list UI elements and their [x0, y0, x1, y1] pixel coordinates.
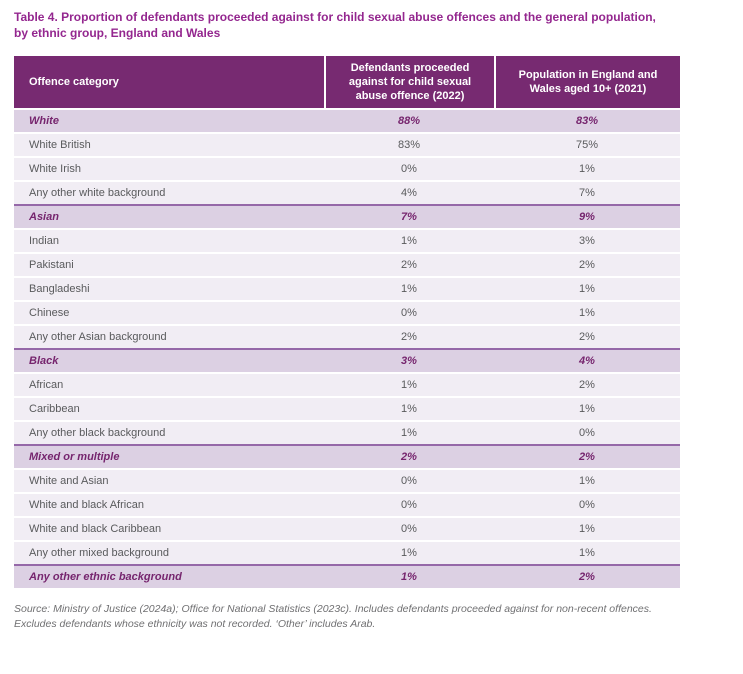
defendants-value-cell: 7% — [324, 206, 494, 228]
population-value-cell: 4% — [494, 350, 680, 372]
table-row — [14, 134, 680, 156]
offence-category-cell: Any other ethnic background — [14, 566, 324, 588]
offence-category-cell: Indian — [14, 230, 324, 252]
table-header-row — [14, 56, 680, 108]
population-value-cell: 0% — [494, 422, 680, 444]
defendants-value-cell: 0% — [324, 158, 494, 180]
population-value-cell: 2% — [494, 326, 680, 348]
table-row — [14, 422, 680, 444]
source-note — [14, 602, 729, 632]
offence-category-cell: African — [14, 374, 324, 396]
offence-category-cell: Any other Asian background — [14, 326, 324, 348]
table-row — [14, 542, 680, 564]
population-value-cell: 7% — [494, 182, 680, 204]
population-value-cell: 1% — [494, 542, 680, 564]
defendants-value-cell: 3% — [324, 350, 494, 372]
offence-category-cell: Chinese — [14, 302, 324, 324]
table-title — [14, 9, 729, 41]
population-value-cell: 1% — [494, 278, 680, 300]
column-header-population: Population in England and Wales aged 10+ (2021) — [494, 56, 680, 108]
defendants-value-cell: 0% — [324, 494, 494, 516]
defendants-value-cell: 88% — [324, 110, 494, 132]
population-value-cell: 1% — [494, 398, 680, 420]
population-value-cell: 2% — [494, 566, 680, 588]
defendants-value-cell: 0% — [324, 470, 494, 492]
offence-category-cell: White British — [14, 134, 324, 156]
offence-category-cell: Bangladeshi — [14, 278, 324, 300]
defendants-value-cell: 1% — [324, 542, 494, 564]
table-group-row — [14, 350, 680, 372]
defendants-value-cell: 83% — [324, 134, 494, 156]
offence-category-cell: White and black Caribbean — [14, 518, 324, 540]
table-title-line2: by ethnic group, England and Wales — [14, 26, 221, 40]
offence-category-cell: White — [14, 110, 324, 132]
offence-category-cell: White and Asian — [14, 470, 324, 492]
population-value-cell: 83% — [494, 110, 680, 132]
table-group-row — [14, 446, 680, 468]
offence-category-cell: Black — [14, 350, 324, 372]
population-value-cell: 0% — [494, 494, 680, 516]
table-row — [14, 470, 680, 492]
defendants-value-cell: 1% — [324, 374, 494, 396]
offence-category-cell: Any other white background — [14, 182, 324, 204]
defendants-value-cell: 0% — [324, 518, 494, 540]
defendants-value-cell: 0% — [324, 302, 494, 324]
source-note-line1: Source: Ministry of Justice (2024a); Office for National Statistics (2023c). Includes defendants proceeded against for non-recent offences. — [14, 603, 652, 615]
table-header — [14, 56, 680, 108]
population-value-cell: 2% — [494, 374, 680, 396]
table-row — [14, 278, 680, 300]
population-value-cell: 1% — [494, 518, 680, 540]
population-value-cell: 3% — [494, 230, 680, 252]
table-row — [14, 518, 680, 540]
population-value-cell: 9% — [494, 206, 680, 228]
offence-category-cell: Mixed or multiple — [14, 446, 324, 468]
source-note-line2: Excludes defendants whose ethnicity was not recorded. ‘Other’ includes Arab. — [14, 618, 376, 630]
defendants-value-cell: 1% — [324, 398, 494, 420]
table-group-row — [14, 206, 680, 228]
column-header-defendants: Defendants proceeded against for child sexual abuse offence (2022) — [324, 56, 494, 108]
table-row — [14, 374, 680, 396]
table-row — [14, 158, 680, 180]
table-row — [14, 494, 680, 516]
population-value-cell: 2% — [494, 446, 680, 468]
defendants-value-cell: 2% — [324, 446, 494, 468]
offence-category-cell: Pakistani — [14, 254, 324, 276]
offence-category-cell: Any other black background — [14, 422, 324, 444]
table-row — [14, 398, 680, 420]
table-row — [14, 326, 680, 348]
defendants-value-cell: 1% — [324, 278, 494, 300]
population-value-cell: 1% — [494, 470, 680, 492]
table-row — [14, 230, 680, 252]
defendants-value-cell: 1% — [324, 422, 494, 444]
offence-category-cell: Any other mixed background — [14, 542, 324, 564]
population-value-cell: 2% — [494, 254, 680, 276]
offence-category-cell: White Irish — [14, 158, 324, 180]
table-row — [14, 302, 680, 324]
population-value-cell: 1% — [494, 158, 680, 180]
defendants-value-cell: 4% — [324, 182, 494, 204]
offence-category-cell: Caribbean — [14, 398, 324, 420]
population-value-cell: 75% — [494, 134, 680, 156]
table-group-row — [14, 566, 680, 588]
table-body — [14, 110, 680, 588]
offence-category-cell: Asian — [14, 206, 324, 228]
table-title-line1: Table 4. Proportion of defendants proceeded against for child sexual abuse offences and the general population, — [14, 10, 656, 24]
column-header-offence-category: Offence category — [14, 56, 324, 108]
defendants-value-cell: 2% — [324, 254, 494, 276]
table-row — [14, 182, 680, 204]
defendants-value-cell: 1% — [324, 566, 494, 588]
offence-category-cell: White and black African — [14, 494, 324, 516]
table-group-row — [14, 110, 680, 132]
defendants-value-cell: 1% — [324, 230, 494, 252]
table-row — [14, 254, 680, 276]
ethnicity-proportions-table — [14, 54, 680, 590]
defendants-value-cell: 2% — [324, 326, 494, 348]
population-value-cell: 1% — [494, 302, 680, 324]
